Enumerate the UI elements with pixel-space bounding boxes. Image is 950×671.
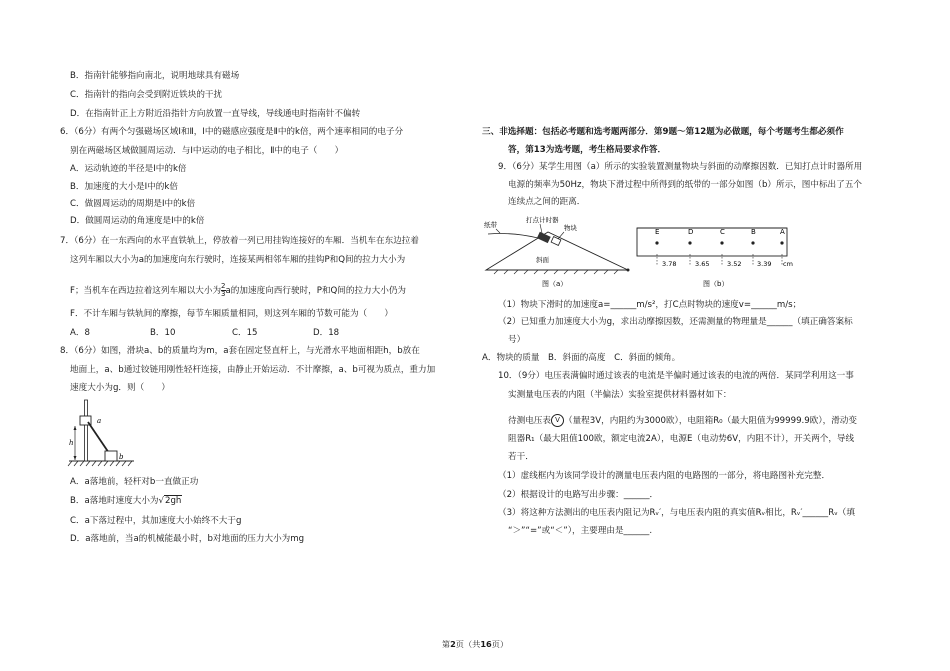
q6-option-c: C．做圆周运动的周期是Ⅰ中的k倍: [70, 199, 196, 209]
q7-stem-line3: [70, 283, 406, 298]
point-label: A: [780, 228, 785, 236]
q6-option-a: A．运动轨迹的半径是Ⅰ中的k倍: [70, 164, 187, 174]
q8-stem-line3: 速度大小为g．则（ ）: [70, 383, 170, 393]
slope-hatch: [494, 270, 618, 274]
voltmeter-icon: V: [551, 414, 564, 427]
q10-stem-line1: 10．（9分）电压表满偏时通过该表的电流是半偏时通过该表的电流的两倍．某同学利用这一事: [498, 371, 854, 381]
slope-label: 斜面: [536, 256, 549, 264]
timer-pointer: [540, 224, 542, 233]
block-b: [105, 451, 117, 461]
q8-stem-line2: 地面上，a、b通过铰链用刚性轻杆连接，由静止开始运动．不计摩擦，a、b可视为质点，重力加: [70, 365, 436, 375]
q10-stem-line5: 若干．: [508, 452, 534, 462]
distance-label: 3.52: [727, 260, 742, 268]
q10-stem-line4: 阻器R₁（最大阻值100欧，额定电流2A），电源E（电动势6V，内阻不计），开关两个，导线: [508, 434, 855, 444]
footer-pre: 第: [441, 639, 451, 649]
height-arrow-top: [74, 426, 77, 430]
q7-option-b: B．10: [150, 328, 176, 338]
pulley: [627, 269, 630, 272]
q7-line3-pre: F；当机车在西边拉着这列车厢以大小为: [70, 286, 222, 296]
footer-post: 页）: [491, 639, 509, 649]
label-b: b: [119, 453, 124, 461]
tape-dot: [780, 241, 783, 244]
sqrt-sign: √: [158, 496, 164, 506]
q10-line3-pre: 待测电压表: [508, 416, 551, 426]
timer-label: 打点计时器: [526, 216, 559, 224]
q7-stem-line4: F．不计车厢与铁轨间的摩擦，每节车厢质量相同，则这列车厢的节数可能为（ ）: [70, 309, 393, 319]
page-footer: [0, 639, 950, 650]
block-label: 物块: [564, 224, 577, 232]
q10-sub3-line2: “＞”“=”或“＜”），主要理由是______.: [508, 526, 653, 536]
tape-dot: [720, 241, 723, 244]
point-label: D: [688, 228, 694, 236]
footer-page-number: 2: [450, 639, 456, 649]
figure-b-tape: [633, 220, 793, 290]
q8-option-c: C．a下落过程中，其加速度大小始终不大于g: [70, 516, 242, 526]
point-label: B: [751, 228, 756, 236]
q7-line3-post: a的加速度向西行驶时，P和Q间的拉力大小仍为: [225, 286, 407, 296]
tape-dot: [655, 241, 658, 244]
tape-dot: [751, 241, 754, 244]
point-label: E: [655, 228, 660, 236]
q7-option-c: C．15: [232, 328, 258, 338]
q8-option-b: [70, 496, 182, 507]
q8-option-d: D．a落地前，当a的机械能最小时，b对地面的压力大小为mg: [70, 534, 305, 544]
q6-option-d: D．做圆周运动的角速度是Ⅰ中的k倍: [70, 216, 205, 226]
q9-sub2-line2: 号）: [508, 335, 526, 345]
q6-option-b: B．加速度的大小是Ⅰ中的k倍: [70, 182, 178, 192]
q8-option-a: A．a落地前，轻杆对b一直做正功: [70, 477, 199, 487]
q7-stem-line2: 这列车厢以大小为a的加速度向东行驶时，连接某两相邻车厢的挂钩P和Q间的拉力大小为: [70, 255, 406, 265]
figure-a-caption: 图（a）: [542, 280, 568, 288]
footer-mid: 页（共: [455, 639, 481, 649]
q6-stem-line1: 6．（6分）有两个匀强磁场区域Ⅰ和Ⅱ，Ⅰ中的磁感应强度是Ⅱ中的k倍，两个速率相同的电子分: [60, 127, 404, 137]
incline-slope: [486, 232, 628, 270]
tape-pointer: [496, 229, 500, 233]
q7-stem-line1: 7．（6分）在一东西向的水平直铁轨上，停放着一列已用挂钩连接好的车厢．当机车在东边拉着: [60, 236, 419, 246]
tape-label: 纸带: [484, 221, 497, 229]
vertical-rod: [85, 400, 88, 461]
figure-a-incline: [478, 212, 638, 290]
q10-sub3-line1: （3）将这种方法测出的电压表内阻记为Rᵥ′，与电压表内阻的真实值Rᵥ相比，Rᵥ′______Rᵥ（填: [498, 508, 855, 518]
q5-option-d: D．在指南针正上方附近沿指针方向放置一直导线，导线通电时指南针不偏转: [70, 109, 361, 119]
q8-figure: [66, 398, 136, 470]
label-a: a: [97, 417, 102, 425]
q8-stem-line1: 8．（6分）如图，滑块a、b的质量均为m，a套在固定竖直杆上，与光滑水平地面相距h，b放在: [60, 346, 420, 356]
q10-sub1: （1）虚线框内为该同学设计的测量电压表内阻的电路图的一部分，将电路图补充完整．: [498, 471, 831, 481]
q9-stem-line2: 电源的频率为50Hz，物块下滑过程中所得到的纸带的一部分如图（b）所示，图中标出了五个: [508, 180, 862, 190]
q7-option-d: D．18: [313, 328, 340, 338]
distance-label: 3.65: [695, 260, 710, 268]
figure-b-caption: 图（b）: [703, 280, 729, 288]
height-arrow-bottom: [74, 456, 77, 460]
tape-dot: [688, 241, 691, 244]
q9-stem-line3: 连续点之间的距离．: [508, 197, 586, 207]
q5-option-c: C．指南针的指向会受到附近铁块的干扰: [70, 90, 223, 100]
q10-stem-line3: [508, 414, 857, 427]
q9-stem-line1: 9．（6分）某学生用图（a）所示的实验装置测量物块与斜面的动摩擦因数．已知打点计时器所用: [498, 162, 863, 172]
paper-tape: [488, 234, 538, 239]
q7-option-a: A．8: [70, 328, 90, 338]
q9-sub1: （1）物块下滑时的加速度a=______m/s²，打C点时物块的速度v=______m/s；: [498, 300, 802, 310]
section3-heading-line1: 三、非选择题：包括必考题和选考题两部分．第9题～第12题为必做题，每个考题考生都必须作: [482, 127, 844, 137]
q5-option-b: B．指南针能够指向南北，说明地球具有磁场: [70, 71, 240, 81]
fraction-denominator: 3: [221, 290, 226, 298]
q9-choices: A．物块的质量 B．斜面的高度 C．斜面的倾角。: [482, 353, 681, 363]
ground-hatch: [68, 461, 132, 466]
distance-label: 3.39: [757, 260, 772, 268]
footer-total-pages: 16: [480, 639, 492, 649]
q9-sub2-line1: （2）已知重力加速度大小为g，求出动摩擦因数，还需测量的物理量是______（填正确答案标: [498, 317, 853, 327]
fraction-numerator: 2: [221, 282, 226, 290]
q6-stem-line2: 别在两磁场区域做圆周运动．与Ⅰ中运动的电子相比，Ⅱ中的电子（ ）: [70, 146, 344, 156]
label-h: h: [69, 439, 74, 447]
distance-label: 3.78: [662, 260, 677, 268]
q8-option-b-pre: B．a落地时速度大小为: [70, 496, 159, 506]
q10-line3-post: （量程3V，内阻约为3000欧），电阻箱R₀（最大阻值为99999.9欧），滑动变: [563, 416, 857, 426]
tape-strip: [637, 228, 787, 256]
point-label: C: [720, 228, 725, 236]
q10-sub2: （2）根据设计的电路写出步骤：______．: [498, 490, 659, 500]
distance-labels: [662, 260, 793, 268]
unit-label: cm: [783, 260, 793, 268]
section3-heading-line2: 答，第13为选考题，考生格局要求作答．: [508, 145, 667, 155]
q10-stem-line2: 实测量电压表的内阻（半偏法）实验室提供材料器材如下：: [508, 390, 732, 400]
sqrt-radicand: 2gh: [165, 496, 182, 506]
